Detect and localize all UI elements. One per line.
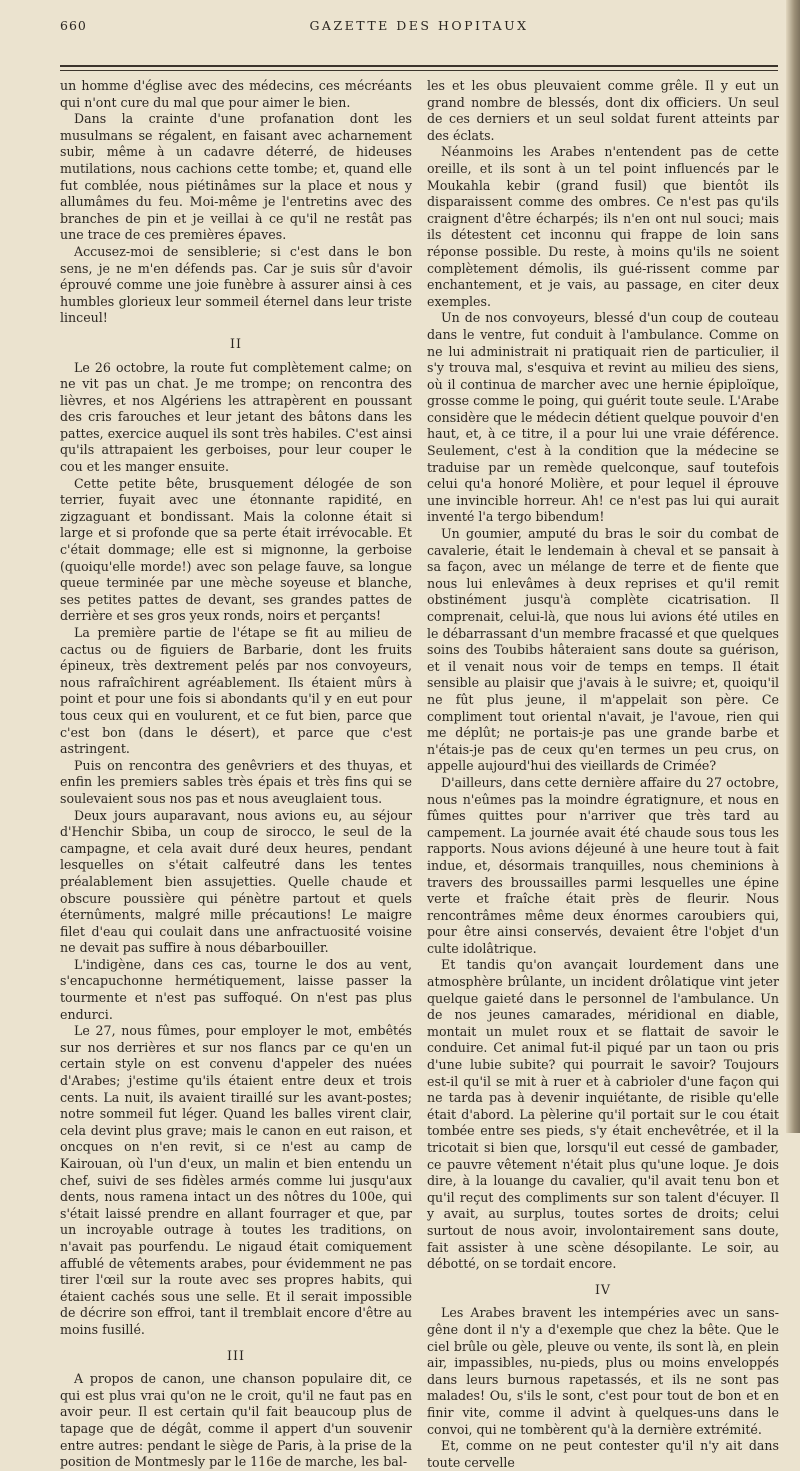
header-rule xyxy=(60,65,778,67)
left-column xyxy=(60,78,412,1470)
paragraph: Le 27, nous fûmes, pour employer le mot, embêtés sur nos derrières et sur nos flancs par ce qu'en un certain style on est convenu d'appeler des nuées d'Arabes; j'estime qu'ils étaient entre deux et trois cents. La nuit, ils avaient tiraillé sur les avant-postes; notre sommeil fut léger. Quand les balles virent clair, cela devint plus grave; mais le canon en eut raison, et oncques on n'en revit, si ce n'est au camp de Kairouan, où l'un d'eux, un malin et bien entendu un chef, suivi de ses fidèles armés comme lui jusqu'aux dents, nous ramena intact un des nôtres du 100e, qui s'était laissé prendre en allant fourrager et que, par un incroyable outrage à toutes les traditions, on n'avait pas pourfendu. Le nigaud était comiquement affublé de vêtements arabes, pour évidemment ne pas tirer l'œil sur la route avec ses propres habits, qui étaient cachés sous une selle. Et il serait impossible de décrire son effroi, tant il tremblait encore d'être au moins fusillé. xyxy=(60,1023,412,1337)
paragraph: La première partie de l'étape se fit au milieu de cactus ou de figuiers de Barbarie, dont les fruits épineux, très dextrement pelés par nos convoyeurs, nous rafraîchirent agréablement. Ils étaient mûrs à point et pour une fois si abondants qu'il y en eut pour tous ceux qui en voulurent, et ce fut bien, parce que c'est bon (dans le désert), et parce que c'est astringent. xyxy=(60,625,412,757)
page-number: 660 xyxy=(60,18,87,33)
paragraph: A propos de canon, une chanson populaire dit, ce qui est plus vrai qu'on ne le croit, qu'il ne faut pas en avoir peur. Il est certain qu'il fait beaucoup plus de tapage que de dégât, comme il appert d'un souvenir entre autres: pendant le siège de Paris, à la prise de la position de Montmesly par le 116e de marche, les bal- xyxy=(60,1371,412,1470)
paragraph: Et, comme on ne peut contester qu'il n'y ait dans toute cervelle xyxy=(427,1438,779,1470)
section-number: II xyxy=(230,335,242,351)
paragraph: Le 26 octobre, la route fut complètement calme; on ne vit pas un chat. Je me trompe; on rencontra des lièvres, et nos Algériens les attrapèrent en poussant des cris farouches et leur jetant des bâtons dans les pattes, exercice auquel ils sont très habiles. C'est ainsi qu'ils attrapaient les gerboises, pour leur couper le cou et les manger ensuite. xyxy=(60,359,412,475)
binding-edge xyxy=(786,0,800,1133)
paragraph: Cette petite bête, brusquement délogée de son terrier, fuyait avec une étonnante rapidité, en zigzaguant et bondissant. Mais la colonne était si large et si profonde que sa perte était irrévocable. Et c'était dommage; elle est si mignonne, la gerboise (quoiqu'elle morde!) avec son pelage fauve, sa longue queue terminée par une mèche soyeuse et blanche, ses petites pattes de devant, ses grandes pattes de derrière et ses gros yeux ronds, noirs et perçants! xyxy=(60,475,412,624)
paragraph: Un de nos convoyeurs, blessé d'un coup de couteau dans le ventre, fut conduit à l'ambulance. Comme on ne lui administrait ni pratiquait rien de particulier, il s'y trouva mal, s'esquiva et revint au milieu des siens, où il continua de marcher avec une hernie épiploïque, grosse comme le poing, qui guérit toute seule. L'Arabe considère que le médecin détient quelque pouvoir d'en haut, et, à ce titre, il a pour lui une vraie déférence. Seulement, c'est à la condition que la médecine se traduise par un remède quelconque, sauf toutefois celui qu'a honoré Molière, et pour lequel il éprouve une invincible horreur. Ah! ce n'est pas lui qui aurait inventé l'a tergo bibendum! xyxy=(427,310,779,525)
running-head: GAZETTE DES HOPITAUX xyxy=(309,18,529,33)
paragraph: Les Arabes bravent les intempéries avec un sans-gêne dont il n'y a d'exemple que chez la bête. Que le ciel brûle ou gèle, pleuve ou vente, ils sont là, en plein air, impassibles, nu-pieds, plus ou moins enveloppés dans leurs burnous rapetassés, et ils ne sont pas malades! Ou, s'ils le sont, c'est pour tout de bon et en finir vite, comme il advint à quelques-uns dans le convoi, qui ne tombèrent qu'à la dernière extrémité. xyxy=(427,1305,779,1437)
paragraph: les et les obus pleuvaient comme grêle. Il y eut un grand nombre de blessés, dont dix officiers. Un seul de ces derniers et un seul soldat furent atteints par des éclats. xyxy=(427,78,779,143)
section-number: IV xyxy=(594,1281,612,1297)
paragraph: Néanmoins les Arabes n'entendent pas de cette oreille, et ils sont à un tel point influencés par le Moukahla kebir (grand fusil) que bientôt ils disparaissent comme des ombres. Ce n'est pas qu'ils craignent d'être écharpés; ils n'en ont nul souci; mais ils détestent cet inconnu qui frappe de loin sans réponse possible. Du reste, à moins qu'ils ne soient complètement démolis, ils gué-rissent comme par enchantement, et je vais, au passage, en citer deux exemples. xyxy=(427,144,779,309)
paragraph: Deux jours auparavant, nous avions eu, au séjour d'Henchir Sbiba, un coup de sirocco, le seul de la campagne, et cela avait duré deux heures, pendant lesquelles on s'était calfeutré dans les tentes préalablement bien assujetties. Quelle chaude et obscure poussière qui pénètre partout et quels éternûments, malgré mille précautions! Le maigre filet d'eau qui coulait dans une anfractuosité voisine ne devait pas suffire à nous débarbouiller. xyxy=(60,807,412,956)
paragraph: L'indigène, dans ces cas, tourne le dos au vent, s'encapuchonne hermétiquement, laisse passer la tourmente et n'est pas suffoqué. On n'est pas plus endurci. xyxy=(60,956,412,1022)
paragraph: Un goumier, amputé du bras le soir du combat de cavalerie, était le lendemain à cheval et se pansait à sa façon, avec un mélange de terre et de fiente que nous lui enlevâmes à deux reprises et qu'il remit obstinément jusqu'à complète cicatrisation. Il comprenait, celui-là, que nous lui avions été utiles en le débarrassant d'un membre fracassé et que quelques soins des Toubibs hâteraient sans doute sa guérison, et il venait nous voir de temps en temps. Il était sensible au plaisir que j'avais à le suivre; et, quoiqu'il ne fût plus jeune, il m'appelait son père. Ce compliment tout oriental n'avait, je l'avoue, rien qui me déplût; ne portais-je pas une grande barbe et n'étais-je pas de ceux qu'en termes un peu crus, on appelle aujourd'hui des vieillards de Crimée? xyxy=(427,526,779,774)
paragraph: Puis on rencontra des genêvriers et des thuyas, et enfin les premiers sables très épais et très fins qui se soulevaient sous nos pas et nous aveuglaient tous. xyxy=(60,757,412,806)
header-rule-thin xyxy=(60,70,778,71)
paragraph: un homme d'église avec des médecins, ces mécréants qui n'ont cure du mal que pour aimer le bien. xyxy=(60,78,412,110)
paragraph: Et tandis qu'on avançait lourdement dans une atmosphère brûlante, un incident drôlatique vint jeter quelque gaieté dans le personnel de l'ambulance. Un de nos jeunes camarades, méridional en diable, montait un mulet roux et se flattait de savoir le conduire. Cet animal fut-il piqué par un taon ou pris d'une lubie subite? qui pourrait le savoir? Toujours est-il qu'il se mit à ruer et à cabrioler d'une façon qui ne tarda pas à devenir inquiétante, de risible qu'elle était d'abord. La pèlerine qu'il portait sur le cou était tombée entre ses pieds, s'y était enchevêtrée, et il la tricotait si bien que, lorsqu'il eut cessé de gambader, ce pauvre vêtement n'était plus qu'une loque. Je dois dire, à la louange du cavalier, qu'il avait tenu bon et qu'il reçut des compliments sur son talent d'écuyer. Il y avait, au surplus, toutes sortes de droits; celui surtout de nous avoir, involontairement sans doute, fait assister à une scène désopilante. Le soir, au débotté, on se tordait encore. xyxy=(427,957,779,1272)
right-column xyxy=(427,78,779,1470)
page-header xyxy=(60,18,778,40)
paragraph: D'ailleurs, dans cette dernière affaire du 27 octobre, nous n'eûmes pas la moindre égratignure, et nous en fûmes quittes pour n'arriver que très tard au campement. La journée avait été chaude sous tous les rapports. Nous avions déjeuné à une heure tout à fait indue, et, désormais tranquilles, nous cheminions à travers des broussailles parmi lesquelles une épine verte et fraîche était près de fleurir. Nous rencontrâmes même deux énormes caroubiers qui, pour être ainsi conservés, devaient être l'objet d'un culte idolâtrique. xyxy=(427,774,779,956)
paragraph: Accusez-moi de sensiblerie; si c'est dans le bon sens, je ne m'en défends pas. Car je suis sûr d'avoir éprouvé comme une joie funèbre à assurer ainsi à ces humbles glorieux leur sommeil éternel dans leur triste linceul! xyxy=(60,243,412,326)
paragraph: Dans la crainte d'une profanation dont les musulmans se régalent, en faisant avec acharnement subir, même à un cadavre déterré, de hideuses mutilations, nous cachions cette tombe; et, quand elle fut comblée, nous piétinâmes sur la place et nous y allumâmes du feu. Moi-même je l'entretins avec des branches de pin et je veillai à ce qu'il ne restât pas une trace de ces premières épaves. xyxy=(60,111,412,243)
section-number: III xyxy=(227,1347,245,1363)
